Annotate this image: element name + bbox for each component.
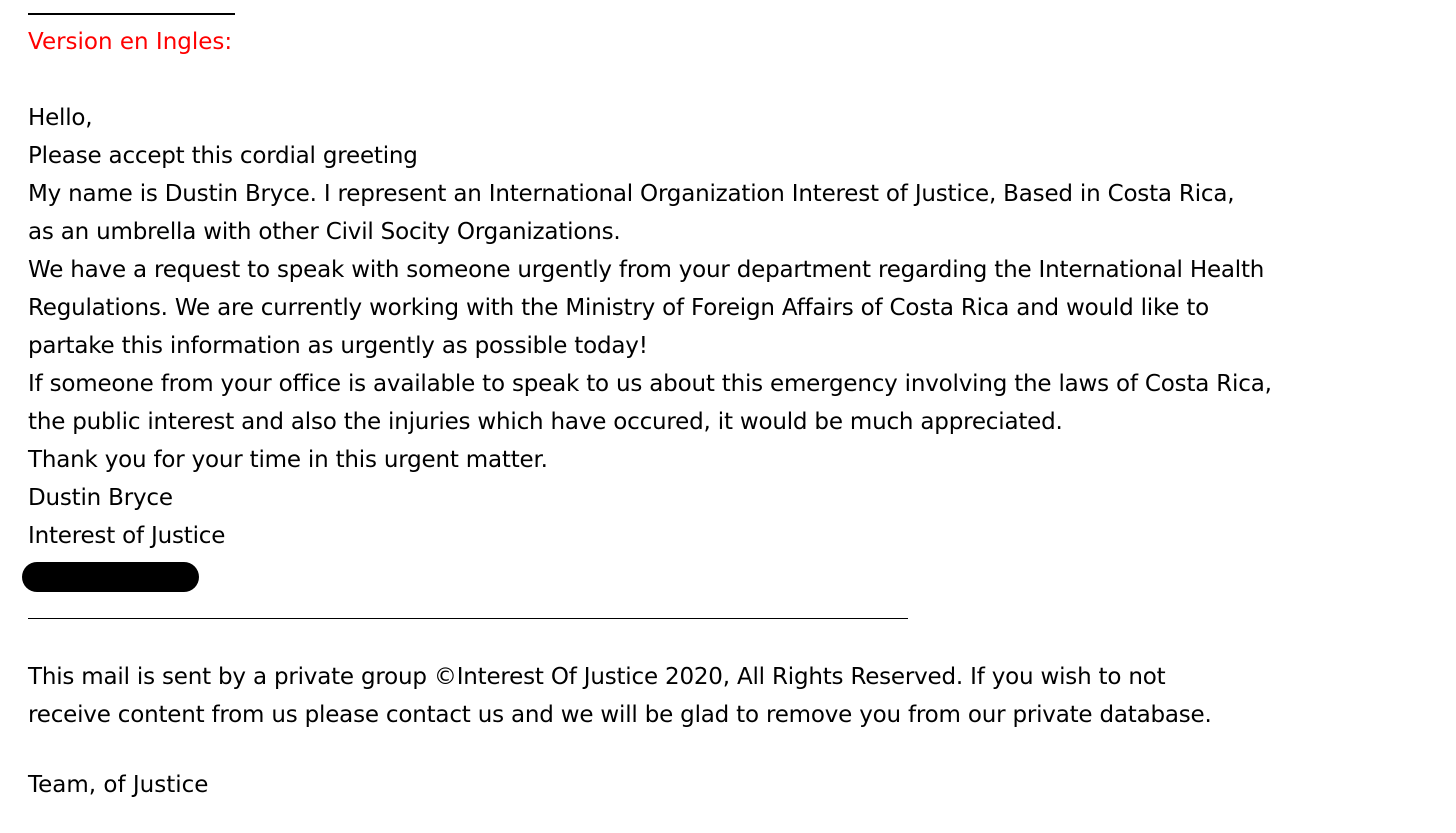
redaction-bar — [22, 562, 199, 592]
footer-signoff: Team, of Justice — [28, 772, 209, 798]
footer-line: receive content from us please contact us and we will be glad to remove you from our private database. — [28, 702, 1212, 728]
letter-line: partake this information as urgently as possible today! — [28, 333, 648, 359]
letter-line: My name is Dustin Bryce. I represent an International Organization Interest of Justice, Based in Costa Rica, — [28, 181, 1235, 207]
letter-line: Regulations. We are currently working with the Ministry of Foreign Affairs of Costa Rica and would like to — [28, 295, 1210, 321]
footer-divider — [28, 618, 908, 619]
letter-line: If someone from your office is available to speak to us about this emergency involving the laws of Costa Rica, — [28, 371, 1272, 397]
footer-notice — [28, 658, 1438, 734]
greeting-line: Hello, — [28, 105, 93, 131]
signature-name: Dustin Bryce — [28, 485, 173, 511]
version-label: Version en Ingles: — [28, 29, 233, 55]
letter-body — [28, 99, 1438, 555]
letter-line: as an umbrella with other Civil Socity Organizations. — [28, 219, 621, 245]
letter-line: the public interest and also the injuries which have occured, it would be much appreciated. — [28, 409, 1063, 435]
footer-line: This mail is sent by a private group ©Interest Of Justice 2020, All Rights Reserved. If you wish to not — [28, 664, 1166, 690]
letter-line: Thank you for your time in this urgent matter. — [28, 447, 548, 473]
signature-organization: Interest of Justice — [28, 523, 226, 549]
letter-line: Please accept this cordial greeting — [28, 143, 418, 169]
letter-line: We have a request to speak with someone urgently from your department regarding the International Health — [28, 257, 1265, 283]
top-divider — [28, 13, 235, 15]
